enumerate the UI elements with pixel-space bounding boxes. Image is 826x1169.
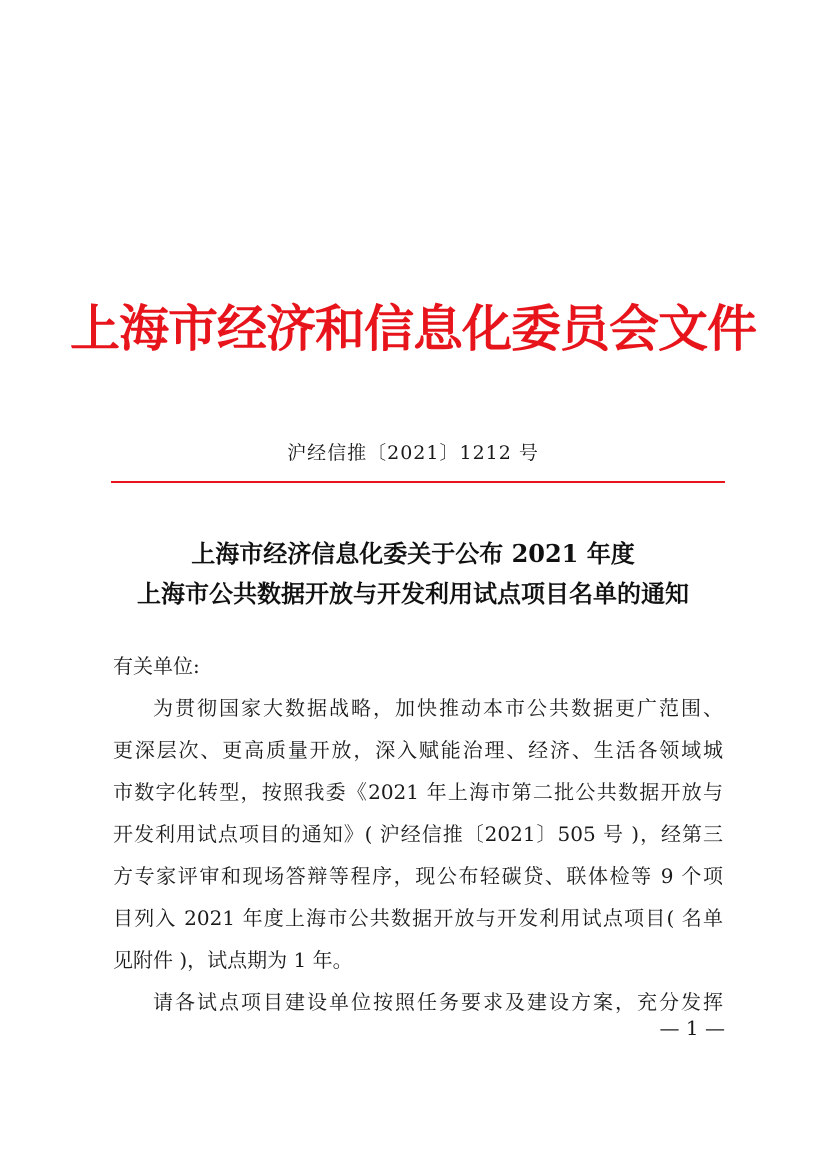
page-number: — 1 — bbox=[659, 1016, 725, 1040]
body-line: 更深层次、更高质量开放，深入赋能治理、经济、生活各领域城 bbox=[113, 738, 723, 762]
document-title-line-2: 上海市公共数据开放与开发利用试点项目名单的通知 bbox=[137, 579, 689, 608]
body-line: 目列入 2021 年度上海市公共数据开放与开发利用试点项目( 名单 bbox=[113, 906, 723, 930]
document-masthead: 上海市经济和信息化委员会文件 bbox=[70, 299, 756, 358]
document-title-line-1: 上海市经济信息化委关于公布 2021 年度 bbox=[191, 539, 635, 568]
salutation: 有关单位: bbox=[113, 654, 200, 678]
body-line: 请各试点项目建设单位按照任务要求及建设方案，充分发挥 bbox=[153, 990, 723, 1014]
body-line: 为贯彻国家大数据战略，加快推动本市公共数据更广范围、 bbox=[153, 696, 723, 720]
body-line: 开发利用试点项目的通知》( 沪经信推〔2021〕505 号 )，经第三 bbox=[113, 822, 723, 846]
red-divider-line bbox=[111, 481, 725, 483]
body-line: 见附件 )，试点期为 1 年。 bbox=[113, 948, 353, 972]
body-line: 市数字化转型，按照我委《2021 年上海市第二批公共数据开放与 bbox=[113, 780, 723, 804]
document-number: 沪经信推〔2021〕1212 号 bbox=[287, 442, 539, 464]
body-line: 方专家评审和现场答辩等程序，现公布轻碳贷、联体检等 9 个项 bbox=[113, 864, 723, 888]
